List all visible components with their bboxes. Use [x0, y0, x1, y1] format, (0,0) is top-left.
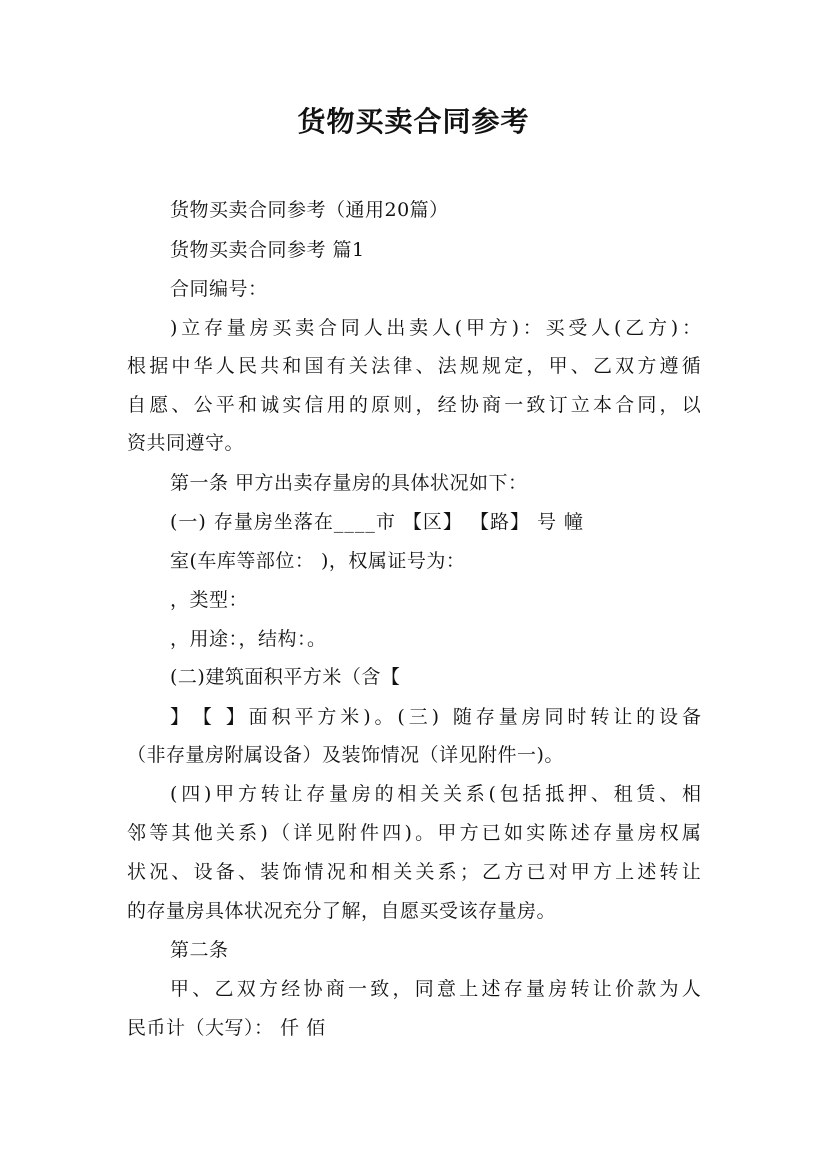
paragraph-line: (一) 存量房坐落在____市 【区】 【路】 号 幢 [170, 511, 585, 533]
paragraph-line-text: 】 【 】 面 积 平 方 米 ) 。 ( 三 ) 随 存 量 房 同 时 转 让 的 设 备 [170, 706, 701, 728]
paragraph-line-text: ) 立 存 量 房 买 卖 合 同 人 出 卖 人 ( 甲 方 ) ： 买 受 人 ( 乙 方 ) ： [170, 317, 701, 339]
paragraph-line [127, 819, 701, 847]
paragraph-line-text: 状 况 、 设 备 、 装 饰 情 况 和 相 关 关 系 ； 乙 方 已 对 甲 方 上 述 转 让 [127, 861, 701, 883]
paragraph-line [127, 391, 701, 419]
paragraph-line-text: 根 据 中 华 人 民 共 和 国 有 关 法 律 、 法 规 规 定 ， 甲 、 乙 双 方 遵 循 [127, 355, 701, 377]
paragraph-line-text: 甲 、 乙 双 方 经 协 商 一 致 ， 同 意 上 述 存 量 房 转 让 价 款 为 人 [170, 978, 701, 1000]
paragraph-line: (二)建筑面积平方米（含【 [170, 666, 401, 688]
section-heading: 第二条 [170, 939, 229, 961]
paragraph-line-text: ( 四 ) 甲 方 转 让 存 量 房 的 相 关 关 系 ( 包 括 抵 押 、 租 赁 、 相 [170, 783, 701, 805]
paragraph-line: 货物买卖合同参考 篇1 [170, 239, 365, 261]
paragraph-line: （非存量房附属设备）及装饰情况（详见附件一)。 [127, 744, 564, 766]
document-title: 货物买卖合同参考 [297, 105, 530, 138]
paragraph-line: 室(车库等部位： )，权属证号为： [170, 550, 466, 572]
paragraph-line [170, 780, 701, 808]
paragraph-line: 货物买卖合同参考（通用20篇） [170, 199, 449, 221]
paragraph-line: 合同编号： [170, 278, 268, 300]
section-heading: 第一条 甲方出卖存量房的具体状况如下： [170, 472, 528, 494]
paragraph-line: ，用途：，结构：。 [170, 628, 327, 650]
paragraph-line: 的存量房具体状况充分了解，自愿买受该存量房。 [127, 900, 557, 922]
paragraph-line: 民币计（大写）： 仟 佰 [127, 1017, 326, 1039]
paragraph-line: 资共同遵守。 [127, 432, 245, 454]
paragraph-line [170, 975, 701, 1003]
paragraph-line [127, 858, 701, 886]
paragraph-line [127, 352, 701, 380]
paragraph-line [170, 314, 701, 342]
paragraph-line [170, 703, 701, 731]
paragraph-line-text: 邻 等 其 他 关 系 ) （ 详 见 附 件 四 ) 。 甲 方 已 如 实 陈 述 存 量 房 权 属 [127, 822, 701, 844]
paragraph-line: ，类型： [170, 589, 249, 611]
paragraph-line-text: 自 愿 、 公 平 和 诚 实 信 用 的 原 则 ， 经 协 商 一 致 订 立 本 合 同 ， 以 [127, 394, 701, 416]
